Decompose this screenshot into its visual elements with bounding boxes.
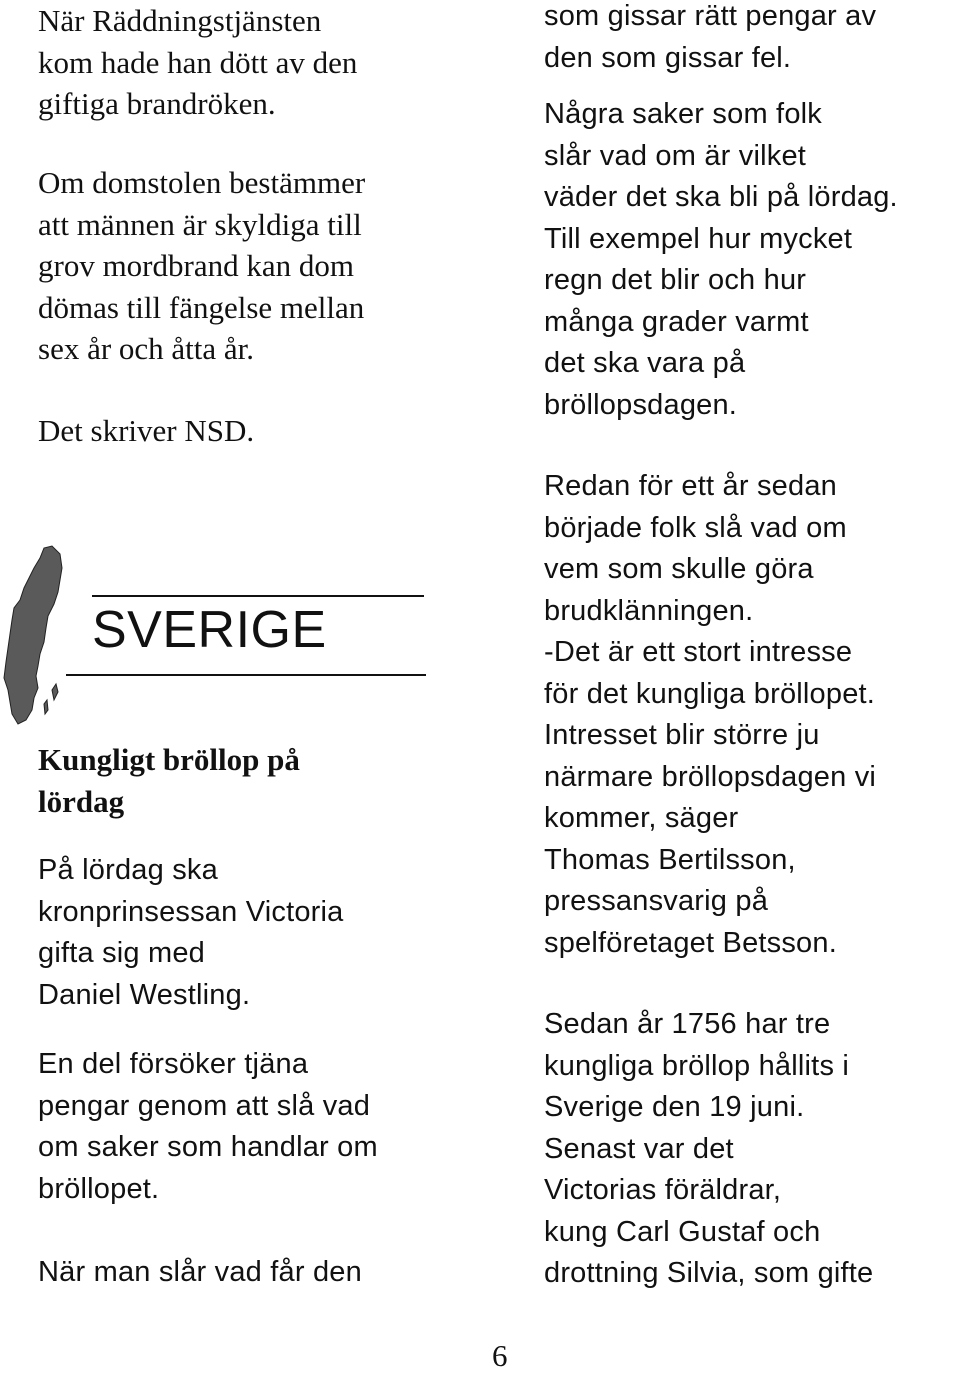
text-line: sex år och åtta år. [38, 331, 255, 366]
text-line: vem som skulle göra [544, 553, 814, 585]
text-line: pengar genom att slå vad [38, 1089, 371, 1122]
headline-line: Kungligt bröllop på [38, 742, 300, 777]
text-line: Till exempel hur mycket [544, 222, 853, 255]
text-line: för det kungliga bröllopet. [544, 677, 876, 710]
text-line: En del försöker tjäna [38, 1048, 309, 1080]
text-line: Sedan år 1756 har tre [544, 1008, 831, 1040]
text-line: Intresset blir större ju [544, 719, 820, 751]
page-number: 6 [492, 1338, 508, 1373]
text-line: bröllopsdagen. [544, 388, 738, 421]
paragraph-wedding [38, 850, 344, 1016]
text-line: brudklänningen. [544, 594, 754, 627]
text-line: började folk slå vad om [544, 511, 847, 544]
text-line: väder det ska bli på lördag. [544, 181, 898, 213]
paragraph-betting [38, 1044, 378, 1210]
text-line: kungliga bröllop hållits i [544, 1049, 850, 1082]
paragraph-fire-victim [38, 0, 357, 125]
paragraph-bet-continued [544, 0, 876, 79]
text-line: När Räddningstjänsten [38, 3, 322, 38]
sweden-map-icon [0, 544, 64, 726]
text-line: giftiga brandröken. [38, 86, 276, 121]
section-divider-bottom [66, 674, 426, 676]
text-line: bröllopet. [38, 1172, 160, 1205]
text-line: Om domstolen bestämmer [38, 165, 366, 200]
text-line: kronprinsessan Victoria [38, 895, 344, 928]
text-line: det ska vara på [544, 347, 746, 379]
text-line: -Det är ett stort intresse [544, 636, 853, 668]
text-line: Daniel Westling. [38, 978, 251, 1011]
text-line: Senast var det [544, 1132, 734, 1165]
paragraph-source [38, 410, 254, 452]
text-line: många grader varmt [544, 305, 809, 338]
text-line: drottning Silvia, som gifte [544, 1257, 874, 1289]
headline [38, 739, 300, 822]
text-line: som gissar rätt pengar av [544, 0, 877, 32]
text-line: kung Carl Gustaf och [544, 1215, 821, 1248]
text-line: närmare bröllopsdagen vi [544, 760, 877, 793]
section-divider-top [92, 595, 424, 597]
text-line: Redan för ett år sedan [544, 470, 837, 502]
text-line: Några saker som folk [544, 98, 822, 130]
text-line: Victorias föräldrar, [544, 1174, 782, 1206]
text-line: kom hade han dött av den [38, 44, 358, 80]
text-line: kommer, säger [544, 802, 739, 834]
text-line: Det skriver NSD. [38, 413, 255, 448]
paragraph-bet-rule [38, 1252, 362, 1294]
text-line: gifta sig med [38, 937, 206, 969]
text-line: Sverige den 19 juni. [544, 1091, 805, 1123]
text-line: om saker som handlar om [38, 1131, 378, 1163]
text-line: När man slår vad får den [38, 1256, 362, 1288]
text-line: dömas till fängelse mellan [38, 289, 365, 325]
text-line: grov mordbrand kan dom [38, 248, 354, 283]
text-line: den som gissar fel. [544, 41, 792, 74]
text-line: På lördag ska [38, 854, 218, 886]
paragraph-history [544, 1004, 873, 1295]
text-line: Thomas Bertilsson, [544, 843, 796, 876]
text-line: att männen är skyldiga till [38, 206, 362, 242]
paragraph-weather-bets [544, 94, 898, 426]
paragraph-court-ruling [38, 162, 365, 370]
text-line: regn det blir och hur [544, 264, 807, 296]
paragraph-interest [544, 466, 876, 964]
headline-line: lördag [38, 783, 125, 819]
text-line: slår vad om är vilket [544, 139, 807, 172]
section-label: SVERIGE [92, 601, 327, 659]
text-line: pressansvarig på [544, 885, 769, 917]
text-line: spelföretaget Betsson. [544, 926, 837, 959]
